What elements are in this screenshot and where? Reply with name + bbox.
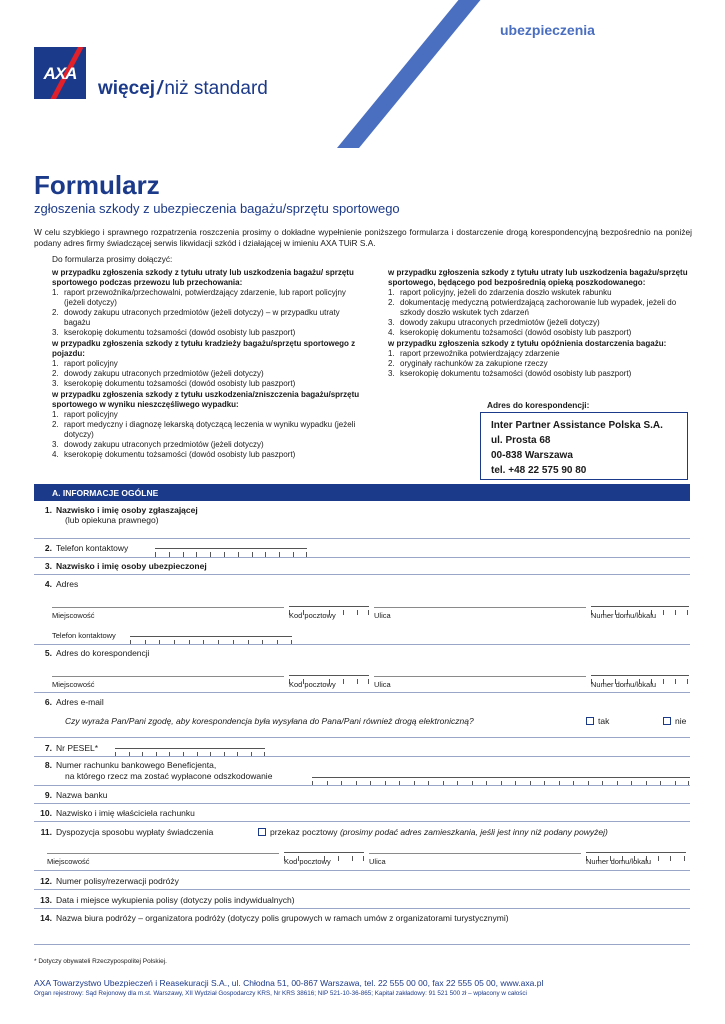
list-item: 2. oryginały rachunków za zakupione rzeczy: [388, 359, 548, 368]
list-item: 3. kserokopię dokumentu tożsamości (dowód osobisty lub paszport): [52, 379, 296, 388]
city-caption: Miejscowość: [52, 611, 95, 620]
tagline-bold: więcej: [98, 78, 156, 99]
field-1-input-line[interactable]: [34, 538, 690, 539]
group-heading: w przypadku zgłoszenia szkody z tytułu utraty lub uszkodzenia bagażu/sprzętu sportowego, będącego pod bezpośrednią opieką poszkodowanego:: [388, 268, 688, 287]
corr-city-input[interactable]: [52, 676, 284, 677]
phone-caption: Telefon kontaktowy: [52, 631, 116, 640]
corr-city-caption: Miejscowość: [52, 680, 95, 689]
field-8-label: 8. Numer rachunku bankowego Beneficjenta,: [44, 760, 217, 770]
list-item: 1. raport przewoźnika/przechowalni, potwierdzający zdarzenie, lub raport policyjny (jeżeli dotyczy): [52, 288, 346, 307]
city-input[interactable]: [52, 607, 284, 608]
list-item: 1. raport policyjny, jeżeli do zdarzenia doszło wskutek rabunku: [388, 288, 612, 297]
list-item: 3. kserokopię dokumentu tożsamości (dowód osobisty lub paszport): [52, 328, 296, 337]
phone-comb-input[interactable]: [155, 544, 307, 549]
row-divider: [34, 557, 690, 558]
row-divider: [34, 908, 690, 909]
address-line: 00-838 Warszawa: [491, 450, 573, 461]
field-4-label: 4. Adres: [44, 579, 79, 589]
consent-yes-option[interactable]: tak: [586, 716, 609, 726]
corr-house-caption: Numer domu/lokalu: [591, 680, 657, 689]
field-14-label: 14. Nazwa biura podróży – organizatora podróży (dotyczy polis grupowych w ramach umów z organizatorami turystycznymi): [40, 913, 509, 923]
list-item: 2. dowody zakupu utraconych przedmiotów (jeżeli dotyczy): [52, 369, 264, 378]
page-title: Formularz: [34, 170, 160, 200]
payout-city-input[interactable]: [47, 853, 279, 854]
row-divider: [34, 692, 690, 693]
corr-zip-caption: Kod pocztowy: [289, 680, 336, 689]
field-9-label: 9. Nazwa banku: [44, 790, 108, 800]
company-footer: AXA Towarzystwo Ubezpieczeń i Reasekuracji S.A., ul. Chłodna 51, 00-867 Warszawa, tel. 22 555 00 00, fax 22 555 05 00, www.axa.pl: [34, 978, 544, 988]
tagline-rest: niż standard: [164, 78, 268, 99]
row-divider: [34, 785, 690, 786]
zip-code-input[interactable]: [289, 602, 369, 607]
bank-account-comb-input[interactable]: [312, 773, 690, 778]
house-number-input[interactable]: [591, 602, 689, 607]
list-item: 2. raport medyczny i diagnozę lekarską dotyczącą leczenia w wyniku wypadku (jeżeli dotyczy): [52, 420, 356, 439]
attachment-group: [388, 268, 700, 338]
list-item: 3. dowody zakupu utraconych przedmiotów (jeżeli dotyczy): [388, 318, 600, 327]
payout-house-caption: Numer domu/lokalu: [586, 857, 652, 866]
attachments-right-column: [388, 268, 700, 379]
list-item: 1. raport przewoźnika potwierdzający zdarzenie: [388, 349, 560, 358]
page-subtitle: zgłoszenia szkody z ubezpieczenia bagażu/sprzętu sportowego: [34, 201, 400, 216]
row-divider: [34, 803, 690, 804]
payout-house-number-input[interactable]: [586, 848, 686, 853]
group-heading: w przypadku zgłoszenia szkody z tytułu utraty lub uszkodzenia bagażu/ sprzętu sportowego podczas przewozu lub przechowania:: [52, 268, 354, 287]
row-divider: [34, 821, 690, 822]
field-5-label: 5. Adres do korespondencji: [44, 648, 150, 658]
attachment-group: [388, 339, 700, 379]
list-item: 1. raport policyjny: [52, 410, 118, 419]
corr-zip-code-input[interactable]: [289, 671, 369, 676]
consent-no-option[interactable]: nie: [663, 716, 686, 726]
correspondence-address-box: [480, 412, 688, 480]
list-item: 4. kserokopię dokumentu tożsamości (dowód osobisty lub paszport): [52, 450, 296, 459]
list-item: 3. kserokopię dokumentu tożsamości (dowód osobisty lub paszport): [388, 369, 632, 378]
field-8-label-line2: na którego rzecz ma zostać wypłacone odszkodowanie: [65, 771, 273, 781]
field-10-label: 10. Nazwisko i imię właściciela rachunku: [40, 808, 195, 818]
list-item: 2. dokumentację medyczną potwierdzającą zachorowanie lub wypadek, jeżeli do szkody doszło wskutek tych zdarzeń: [388, 298, 677, 317]
payout-street-input[interactable]: [369, 853, 581, 854]
row-divider: [34, 889, 690, 890]
corr-house-number-input[interactable]: [591, 671, 689, 676]
intro-text: W celu szybkiego i sprawnego rozpatrzenia roszczenia prosimy o dokładne wypełnienie poniższego formularza i dostarczenie drogą korespondencyjną bezpośrednio na poniżej podany adres firmy świadczącej serwis likwidacji szkód i działającej w imieniu AXA TUiR S.A.: [34, 227, 692, 248]
row-divider: [34, 644, 690, 645]
payout-city-caption: Miejscowość: [47, 857, 90, 866]
attachments-left-column: [52, 268, 362, 460]
field-1-label: 1. Nazwisko i imię osoby zgłaszającej: [44, 505, 198, 515]
house-caption: Numer domu/lokalu: [591, 611, 657, 620]
corr-street-input[interactable]: [374, 676, 586, 677]
corr-street-caption: Ulica: [374, 680, 391, 689]
row-divider: [34, 737, 690, 738]
row-divider: [34, 756, 690, 757]
row-divider: [34, 944, 690, 945]
address-line: ul. Prosta 68: [491, 435, 551, 446]
zip-caption: Kod pocztowy: [289, 611, 336, 620]
tagline: więcej / niż standard: [98, 78, 268, 99]
field-13-label: 13. Data i miejsce wykupienia polisy (dotyczy polis indywidualnych): [40, 895, 295, 905]
field-12-label: 12. Numer polisy/rezerwacji podróży: [40, 876, 179, 886]
postal-order-note: (prosimy podać adres zamieszkania, jeśli jest inny niż podany powyżej): [339, 827, 608, 837]
correspondence-label: Adres do korespondencji:: [487, 400, 590, 410]
group-heading: w przypadku zgłoszenia szkody z tytułu kradzieży bagażu/sprzętu sportowego z pojazdu:: [52, 339, 356, 358]
axa-logo: [34, 47, 86, 99]
list-item: 3. dowody zakupu utraconych przedmiotów (jeżeli dotyczy): [52, 440, 264, 449]
checkbox-icon[interactable]: [586, 717, 594, 725]
field-7-label: 7. Nr PESEL*: [44, 743, 99, 753]
group-heading: w przypadku zgłoszenia szkody z tytułu uszkodzenia/zniszczenia bagażu/sprzętu sportowego w wyniku nieszczęśliwego wypadku:: [52, 390, 360, 409]
decorative-slash-icon: [337, 0, 487, 148]
list-item: 1. raport policyjny: [52, 359, 118, 368]
payout-zip-caption: Kod pocztowy: [284, 857, 331, 866]
field-2-label: 2. Telefon kontaktowy: [44, 543, 129, 553]
attachment-group: [52, 268, 362, 338]
list-item: 4. kserokopię dokumentu tożsamości (dowód osobisty lub paszport): [388, 328, 632, 337]
footnote: * Dotyczy obywateli Rzeczypospolitej Polskiej.: [34, 958, 167, 965]
checkbox-icon[interactable]: [663, 717, 671, 725]
field-1-sublabel: (lub opiekuna prawnego): [65, 515, 159, 525]
pesel-comb-input[interactable]: [115, 744, 265, 749]
group-heading: w przypadku zgłoszenia szkody z tytułu opóźnienia dostarczenia bagażu:: [388, 339, 667, 348]
street-caption: Ulica: [374, 611, 391, 620]
category-label: ubezpieczenia: [500, 22, 595, 38]
logo-text: AXA: [43, 64, 77, 83]
field-3-label: 3. Nazwisko i imię osoby ubezpieczonej: [44, 561, 207, 571]
street-input[interactable]: [374, 607, 586, 608]
field-11-label: 11. Dyspozycja sposobu wypłaty świadczenia: [40, 827, 214, 837]
field-6-label: 6. Adres e-mail: [44, 697, 104, 707]
address-phone-comb-input[interactable]: [130, 632, 292, 637]
payout-zip-code-input[interactable]: [284, 848, 364, 853]
checkbox-icon[interactable]: [258, 828, 266, 836]
row-divider: [34, 870, 690, 871]
registry-footer: Organ rejestrowy: Sąd Rejonowy dla m.st. Warszawy, XII Wydział Gospodarczy KRS, Nr KRS 38616; NIP 521-10-36-865; Kapitał zakładowy: 91 521 500 zł – wpłacony w całości: [34, 990, 527, 997]
address-line: Inter Partner Assistance Polska S.A.: [491, 420, 663, 431]
attachment-group: [52, 390, 362, 460]
row-divider: [34, 574, 690, 575]
address-line: tel. +48 22 575 90 80: [491, 465, 587, 476]
postal-order-option[interactable]: przekaz pocztowy (prosimy podać adres zamieszkania, jeśli jest inny niż podany powyżej): [258, 827, 608, 837]
list-item: 2. dowody zakupu utraconych przedmiotów (jeżeli dotyczy) – w przypadku utraty bagażu: [52, 308, 340, 327]
attachment-group: [52, 339, 362, 389]
email-consent-question: Czy wyraża Pan/Pani zgodę, aby korespondencja była wysyłana do Pana/Pani również drogą elektroniczną?: [65, 716, 474, 726]
payout-street-caption: Ulica: [369, 857, 386, 866]
attach-label: Do formularza prosimy dołączyć:: [52, 254, 173, 264]
section-a-header: A. INFORMACJE OGÓLNE: [34, 484, 690, 501]
